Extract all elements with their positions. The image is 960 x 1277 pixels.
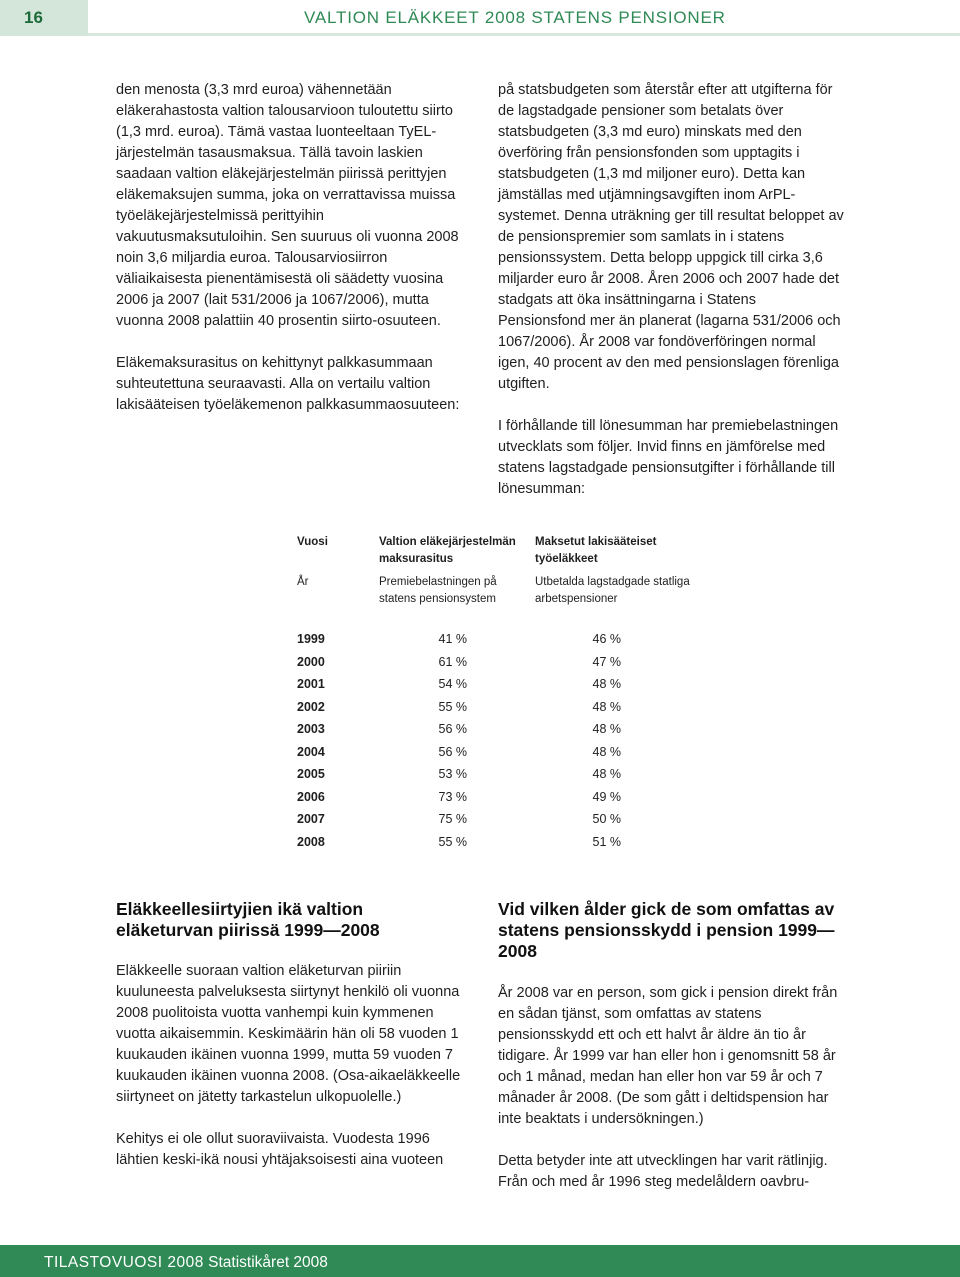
row-burden-value: 56 %: [438, 744, 467, 759]
row-pensions-value: 48 %: [592, 722, 621, 736]
page-header: [0, 0, 960, 44]
paragraph: Kehitys ei ole ollut suoraviivaista. Vuodesta 1996 lähtien keski-ikä nousi yhtäjaksoisesti aina vuoteen: [116, 1131, 444, 1168]
paragraph: Eläkkeelle suoraan valtion eläketurvan piiriin kuuluneesta palveluksesta siirtynyt henkilö oli vuonna 2008 puolitoista vuotta vanhempi kuin kymmenen vuotta aikaisemmin. Keskimäärin hän oli 58 vuoden 1 kuukauden ikäinen vuonna 1999, mutta 59 vuoden 7 kuukauden ikäinen vuonna 2008. (Osa-aikaeläkkeelle siirtyneet on jätetty tarkastelun ulkopuolelle.): [116, 963, 461, 1105]
table-row: [297, 831, 697, 854]
left-column-text: [116, 80, 462, 416]
table-header-swedish: [297, 574, 697, 614]
row-pensions-value: 48 %: [592, 744, 621, 759]
row-burden-value: 73 %: [438, 789, 467, 804]
row-year: 2001: [297, 677, 325, 691]
row-year: 2003: [297, 722, 325, 736]
table-row: [297, 696, 697, 719]
row-year: 2002: [297, 699, 325, 714]
row-year: 2008: [297, 834, 325, 849]
row-year: 2007: [297, 812, 325, 826]
paragraph: I förhållande till lönesumman har premiebelastningen utvecklats som följer. Invid finns en jämförelse med statens lagstadgade pensionsutgifter i förhållande till lönesumman:: [498, 418, 839, 497]
row-burden-value: 61 %: [438, 654, 467, 669]
row-pensions-value: 49 %: [592, 789, 621, 804]
row-pensions-value: 47 %: [592, 654, 621, 669]
paragraph: Detta betyder inte att utvecklingen har varit rätlinjig. Från och med år 1996 steg medelåldern oavbru-: [498, 1153, 828, 1190]
row-burden-value: 53 %: [438, 767, 467, 781]
row-burden-value: 75 %: [438, 812, 467, 826]
table-row: [297, 808, 697, 831]
row-year: 2006: [297, 789, 325, 804]
header-year-sv: År: [297, 576, 309, 588]
page-footer: [0, 1245, 960, 1277]
footer-subtitle: Statistikåret 2008: [208, 1254, 328, 1271]
row-pensions-value: 48 %: [592, 767, 621, 781]
table-row: [297, 651, 697, 674]
section-heading-sv: Vid vilken ålder gick de som omfattas av statens pensionsskydd i pension 1999—2008: [498, 899, 835, 961]
table-row: [297, 673, 697, 696]
header-pensions-fi: Maksetut lakisääteiset työeläkkeet: [535, 536, 657, 565]
page-number: 16: [0, 0, 88, 36]
row-pensions-value: 51 %: [592, 834, 621, 849]
row-burden-value: 54 %: [438, 677, 467, 691]
running-title: VALTION ELÄKKEET 2008 STATENS PENSIONER: [88, 0, 960, 36]
row-year: 1999: [297, 632, 325, 646]
row-burden-value: 55 %: [438, 834, 467, 849]
footer-text: [44, 1251, 328, 1275]
row-year: 2005: [297, 767, 325, 781]
right-column-text: [498, 80, 846, 500]
header-year-fi: Vuosi: [297, 536, 328, 548]
row-pensions-value: 48 %: [592, 699, 621, 714]
header-burden-sv: Premiebelastningen på statens pensionsystem: [379, 576, 497, 605]
header-pensions-sv: Utbetalda lagstadgade statliga arbetspensioner: [535, 576, 690, 605]
paragraph: Eläkemaksurasitus on kehittynyt palkkasummaan suhteutettuna seuraavasti. Alla on vertailu valtion lakisääteisen työeläkemenon palkkasummaosuuteen:: [116, 355, 460, 413]
header-burden-fi: Valtion eläkejärjestelmän maksurasitus: [379, 536, 516, 565]
table-row: [297, 786, 697, 809]
row-burden-value: 56 %: [438, 722, 467, 736]
table-row: [297, 718, 697, 741]
row-year: 2000: [297, 654, 325, 669]
paragraph: den menosta (3,3 mrd euroa) vähennetään eläkerahastosta valtion talousarvioon tuloutettu siirto (1,3 mrd. euroa). Tämä vastaa luonteeltaan TyEL-järjestelmän tasausmaksua. Tällä tavoin laskien saadaan valtion eläkejärjestelmän piirissä perittyjen eläkemaksujen summa, joka on verrattavissa muissa työeläkejärjestelmissä perittyihin vakuutusmaksutuloihin. Sen suuruus oli vuonna 2008 noin 3,6 miljardia euroa. Talousarviosiirron väliaikaisesta pienentämisestä oli säädetty vuosina 2006 ja 2007 (lait 531/2006 ja 1067/2006), mutta vuonna 2008 palattiin 40 prosentin siirto-osuuteen.: [116, 82, 459, 329]
row-pensions-value: 46 %: [592, 632, 621, 646]
row-burden-value: 41 %: [438, 632, 467, 646]
section-body-sv: [498, 983, 846, 1193]
pension-burden-table: [297, 534, 697, 853]
section-heading-fi: Eläkkeellesiirtyjien ikä valtion eläketurvan piirissä 1999—2008: [116, 899, 380, 940]
table-header-finnish: [297, 534, 697, 574]
table-row: [297, 628, 697, 651]
row-pensions-value: 48 %: [592, 677, 621, 691]
section-body-fi: [116, 961, 462, 1171]
row-burden-value: 55 %: [438, 699, 467, 714]
paragraph: på statsbudgeten som återstår efter att utgifterna för de lagstadgade pensioner som betalats över statsbudgeten (3,3 md euro) minskats med den överföring från pensionsfonden som upptagits i statsbudgeten (1,3 md miljoner euro). Detta kan jämställas med utjämningsavgiften inom ArPL-systemet. Denna uträkning ger till resultat beloppet av de pensionspremier som samlats in i statens pensionssystem. Detta belopp uppgick till cirka 3,6 miljarder euro år 2008. Åren 2006 och 2007 hade det stadgats att öka insättningarna i Statens Pensionsfond mer än planerat (lagarna 531/2006 och 1067/2006). År 2008 var fondöverföringen normal igen, 40 procent av den med pensionslagen förenliga utgiften.: [498, 82, 844, 392]
table-row: [297, 741, 697, 764]
row-pensions-value: 50 %: [592, 812, 621, 826]
paragraph: År 2008 var en person, som gick i pension direkt från en sådan tjänst, som omfattas av statens pensionsskydd ett och ett halvt år äldre än tio år tidigare. År 1999 var han eller hon i genomsnitt 58 år och 1 månad, medan han eller hon var 59 år och 7 månader år 2008. (De som gått i deltidspension har inte beaktats i undersökningen.): [498, 985, 838, 1127]
table-row: [297, 763, 697, 786]
footer-brand: TILASTOVUOSI 2008: [44, 1254, 204, 1271]
row-year: 2004: [297, 744, 325, 759]
